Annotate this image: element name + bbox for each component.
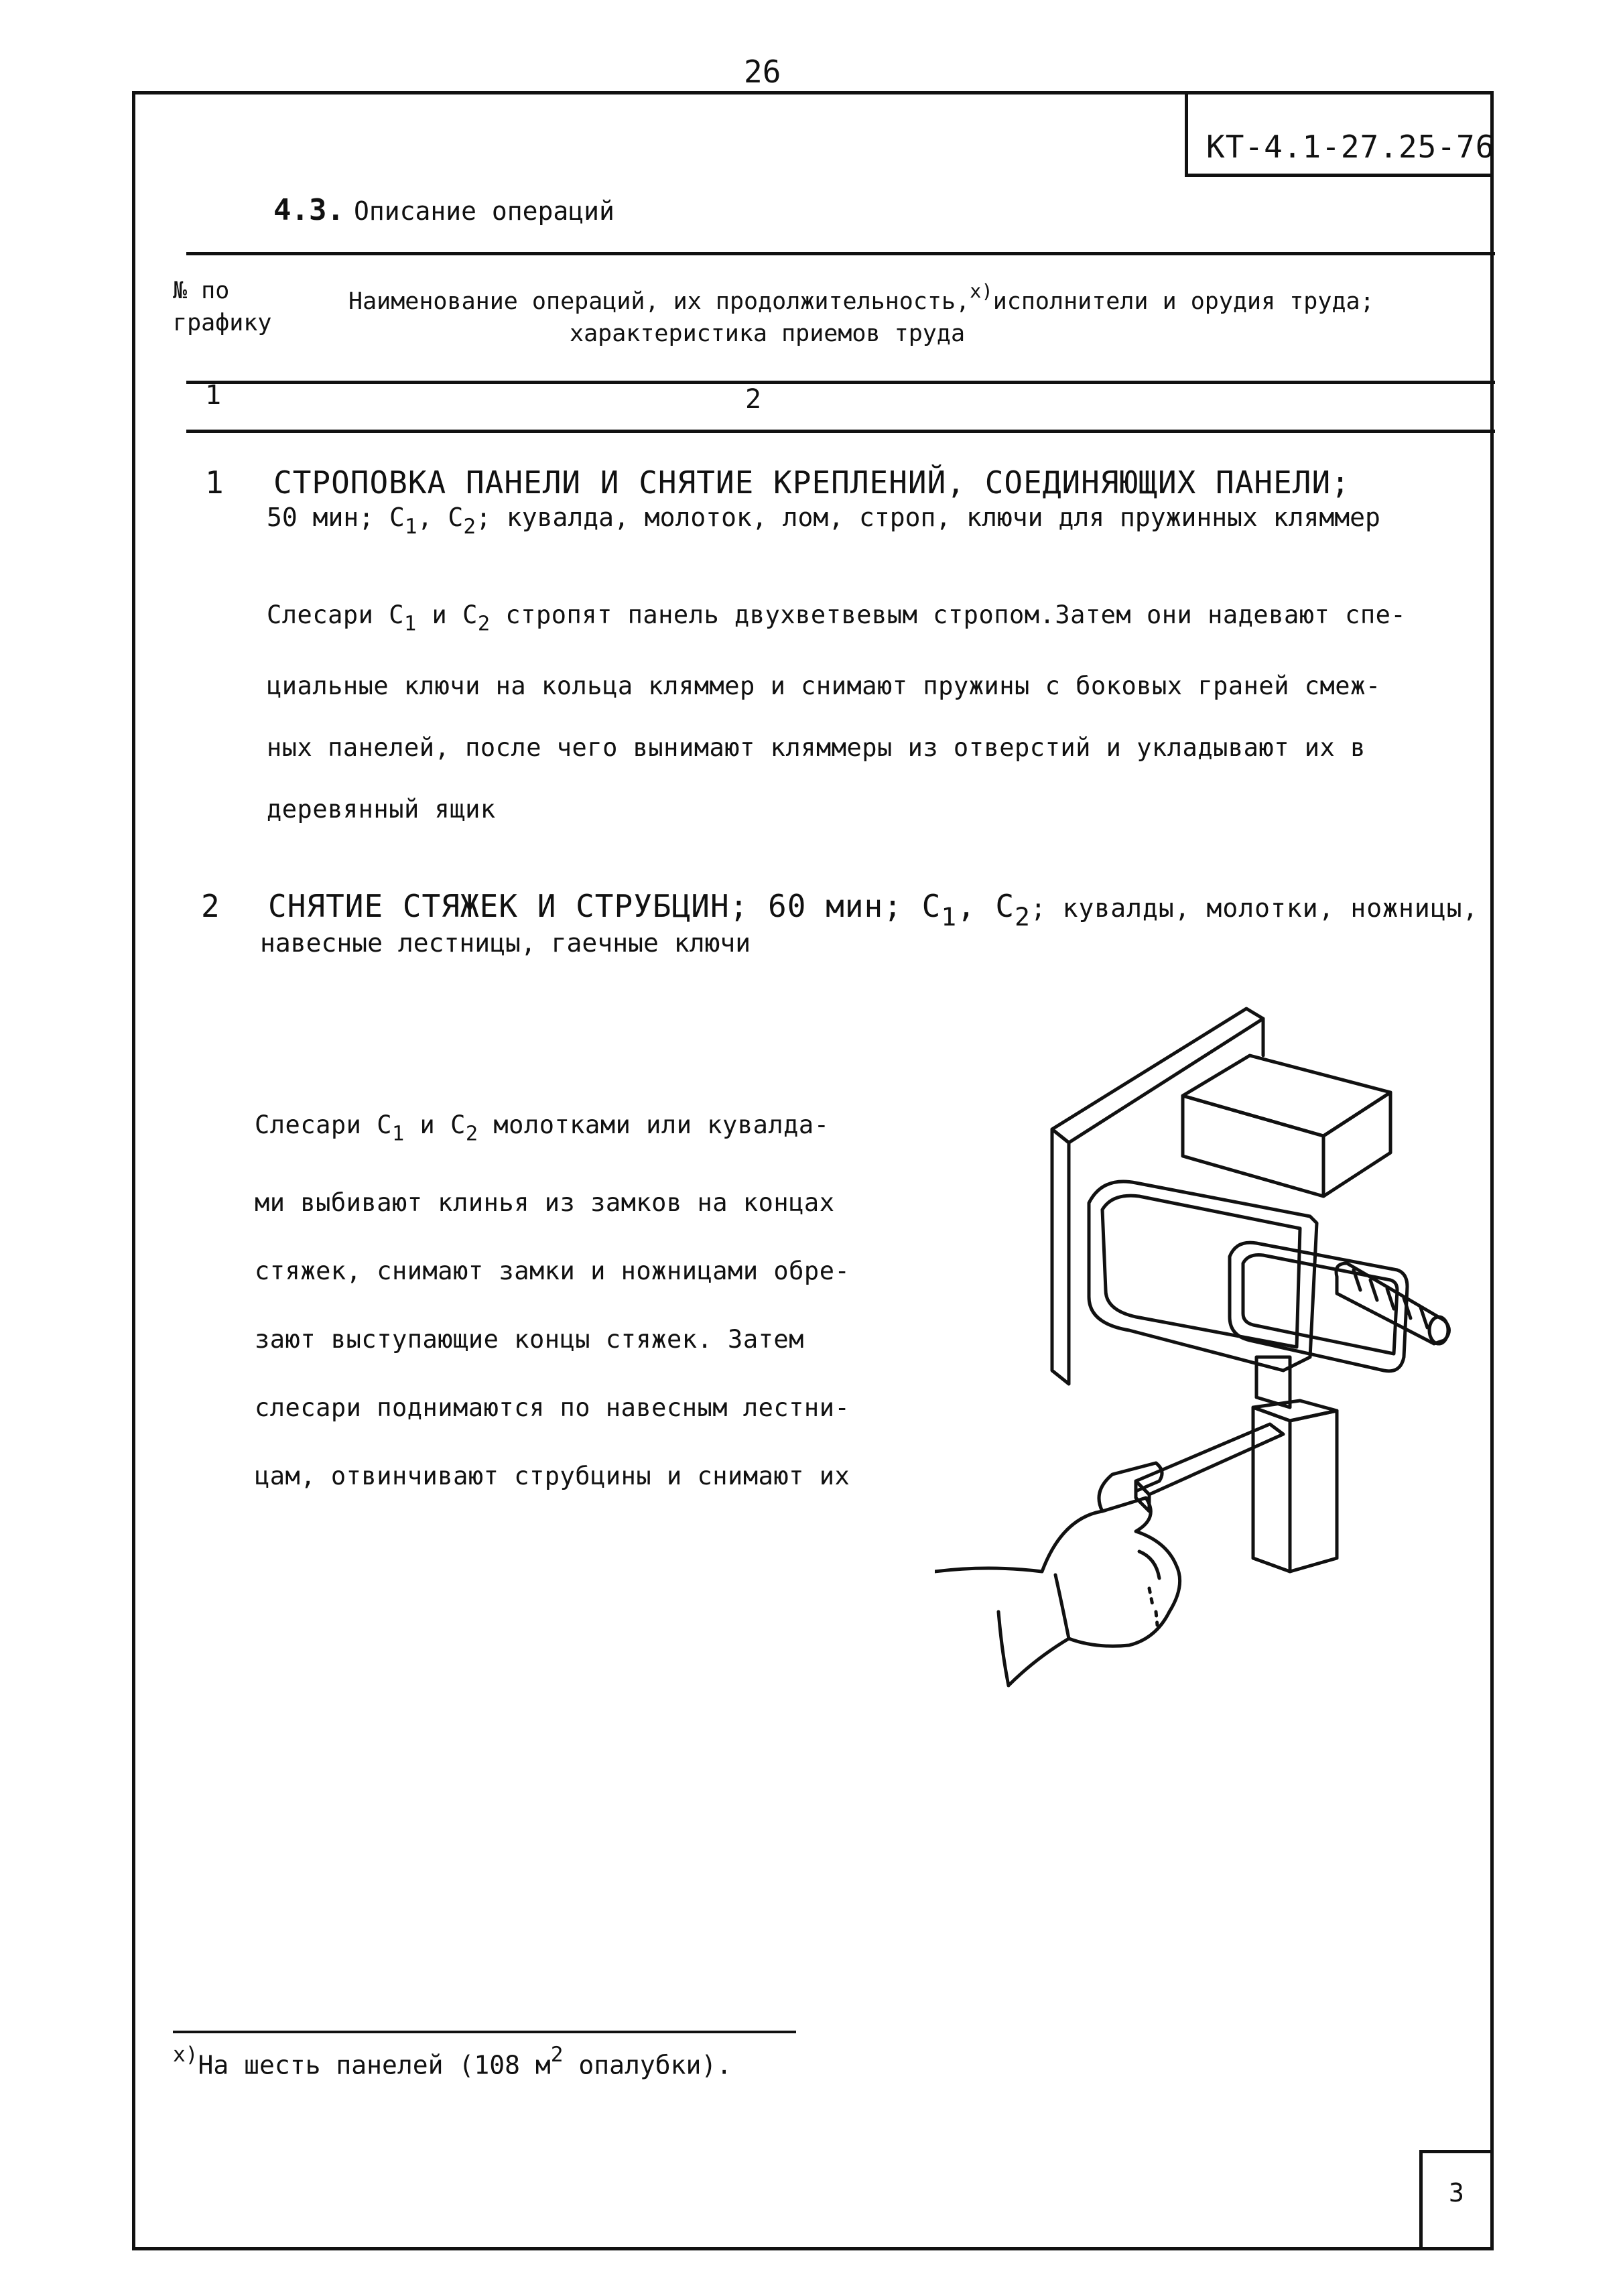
footnote-mark: х) — [173, 2043, 198, 2067]
table-index-rule — [186, 430, 1495, 433]
operation-2-number: 2 — [201, 888, 220, 924]
section-title: Описание операций — [353, 196, 614, 226]
col1-header-line2: графику — [173, 310, 272, 336]
col2-header-footnote-mark: х) — [970, 279, 993, 302]
doc-number: КТ-4.1-27.25-76 — [1206, 129, 1495, 165]
sheet-number: 3 — [1449, 2178, 1464, 2208]
footnote-text-b: опалубки). — [563, 2050, 732, 2080]
section-heading — [273, 193, 614, 227]
table-header-rule — [186, 381, 1495, 384]
col1-index: 1 — [205, 380, 222, 411]
operation-1-desc-line4: деревянный ящик — [267, 794, 496, 824]
col1-header-line1: № по — [173, 277, 230, 304]
footnote-rule — [173, 2031, 796, 2033]
col1-header — [173, 275, 272, 339]
operation-1-desc-line3: ных панелей, после чего вынимают кляммеры из отверстий и укладывают их в — [267, 732, 1366, 762]
operation-2-description — [255, 1091, 850, 1511]
operation-1-number: 1 — [205, 464, 224, 501]
section-number: 4.3. — [273, 193, 344, 227]
operation-2-desc-line3: стяжек, снимают замки и ножницами обре- — [255, 1256, 850, 1285]
table-top-rule — [186, 252, 1495, 255]
col2-header — [348, 275, 1488, 350]
operation-1-desc-line1: Слесари $С_1$ и $С_2$ стропят панель двухветвевым стропом.Затем они надевают спе- — [267, 600, 1407, 636]
operation-2-desc-line6: цам, отвинчивают струбцины и снимают их — [255, 1461, 850, 1490]
operation-2-title-line2: навесные лестницы, гаечные ключи — [260, 928, 751, 958]
operation-2-desc-line2: ми выбивают клинья из замков на концах — [255, 1188, 835, 1217]
operation-1-desc-line2: циальные ключи на кольца кляммер и снимают пружины с боковых граней смеж- — [267, 671, 1381, 700]
col2-header-line1: Наименование операций, их продолжительность, — [348, 288, 970, 316]
operation-1-details: 50 мин; $С_1$, $С_2$; кувалда, молоток, лом, строп, ключи для пружинных кляммер — [267, 503, 1380, 539]
footnote — [173, 2043, 732, 2080]
operation-1-description — [267, 584, 1406, 840]
operation-2-title: СНЯТИЕ СТЯЖЕК И СТРУБЦИН; 60 мин; $С_1$, $С_2$; кувалды, молотки, ножницы, — [268, 888, 1479, 932]
clamp-removal-illustration — [935, 982, 1457, 1766]
page-number: 26 — [744, 54, 781, 90]
col2-header-line1b: исполнители и орудия труда; — [992, 288, 1374, 316]
operation-2-desc-line5: слесари поднимаются по навесным лестни- — [255, 1393, 850, 1422]
operation-1-title: СТРОПОВКА ПАНЕЛИ И СНЯТИЕ КРЕПЛЕНИЙ, СОЕДИНЯЮЩИХ ПАНЕЛИ; — [273, 464, 1350, 501]
col2-index: 2 — [745, 384, 762, 415]
operation-2-desc-line1: Слесари $С_1$ и $С_2$ молотками или кувалда- — [255, 1110, 830, 1146]
col2-header-line2: характеристика приемов труда — [570, 320, 966, 348]
footnote-text-a: На шесть панелей (108 м — [198, 2050, 551, 2080]
footnote-superscript: 2 — [550, 2043, 564, 2067]
operation-2-desc-line4: зают выступающие концы стяжек. Затем — [255, 1324, 804, 1354]
